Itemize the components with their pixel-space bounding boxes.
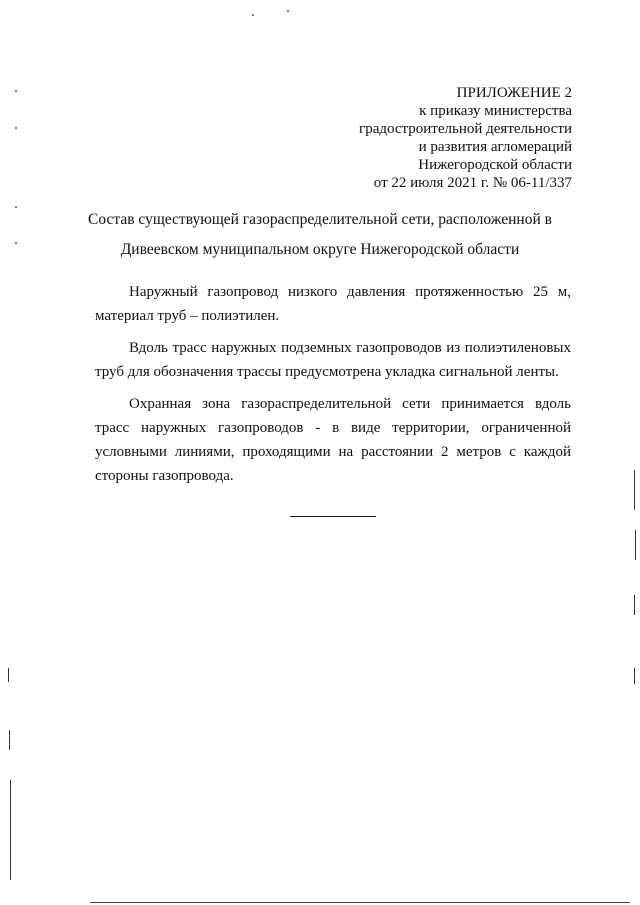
region-line: Нижегородской области xyxy=(418,157,572,173)
scan-speck xyxy=(15,242,17,244)
scan-speck xyxy=(15,206,17,208)
appendix-header xyxy=(359,84,572,192)
paragraph-signal-tape: Вдоль трасс наружных подземных газопроводов из полиэтиленовых труб для обозначения трассы предусмотрена укладка сигнальной ленты. xyxy=(95,340,571,380)
document-title xyxy=(60,205,580,265)
paragraph-pipeline: Наружный газопровод низкого давления протяженностью 25 м, материал труб – полиэтилен. xyxy=(95,284,571,324)
appendix-number: ПРИЛОЖЕНИЕ 2 xyxy=(456,85,572,101)
scan-edge-line xyxy=(9,730,10,750)
scan-edge-line xyxy=(635,530,636,560)
scan-speck xyxy=(15,127,17,129)
document-body xyxy=(95,280,571,496)
end-separator-line xyxy=(290,516,376,517)
scan-speck xyxy=(15,90,17,92)
order-reference-line: к приказу министерства xyxy=(419,103,572,119)
scan-edge-line xyxy=(634,668,635,684)
scan-edge-line xyxy=(8,668,9,682)
scan-edge-line xyxy=(10,780,11,880)
title-line-1: Состав существующей газораспределительной сети, расположенной в xyxy=(88,211,552,228)
title-line-2: Дивеевском муниципальном округе Нижегородской области xyxy=(120,241,520,258)
order-date-number: от 22 июля 2021 г. № 06-11/337 xyxy=(373,175,572,191)
scan-edge-line xyxy=(634,470,635,510)
scan-speck xyxy=(252,14,254,16)
scan-bottom-line xyxy=(90,902,630,903)
paragraph-protection-zone: Охранная зона газораспределительной сети принимается вдоль трасс наружных газопроводов - в виде территории, ограниченной условными линиями, проходящими на расстоянии 2 метров с каждой стороны газопровода. xyxy=(95,396,571,484)
ministry-line-1: градостроительной деятельности xyxy=(359,121,572,137)
ministry-line-2: и развития агломераций xyxy=(418,139,572,155)
scan-speck xyxy=(287,10,289,12)
scan-edge-line xyxy=(634,595,635,615)
